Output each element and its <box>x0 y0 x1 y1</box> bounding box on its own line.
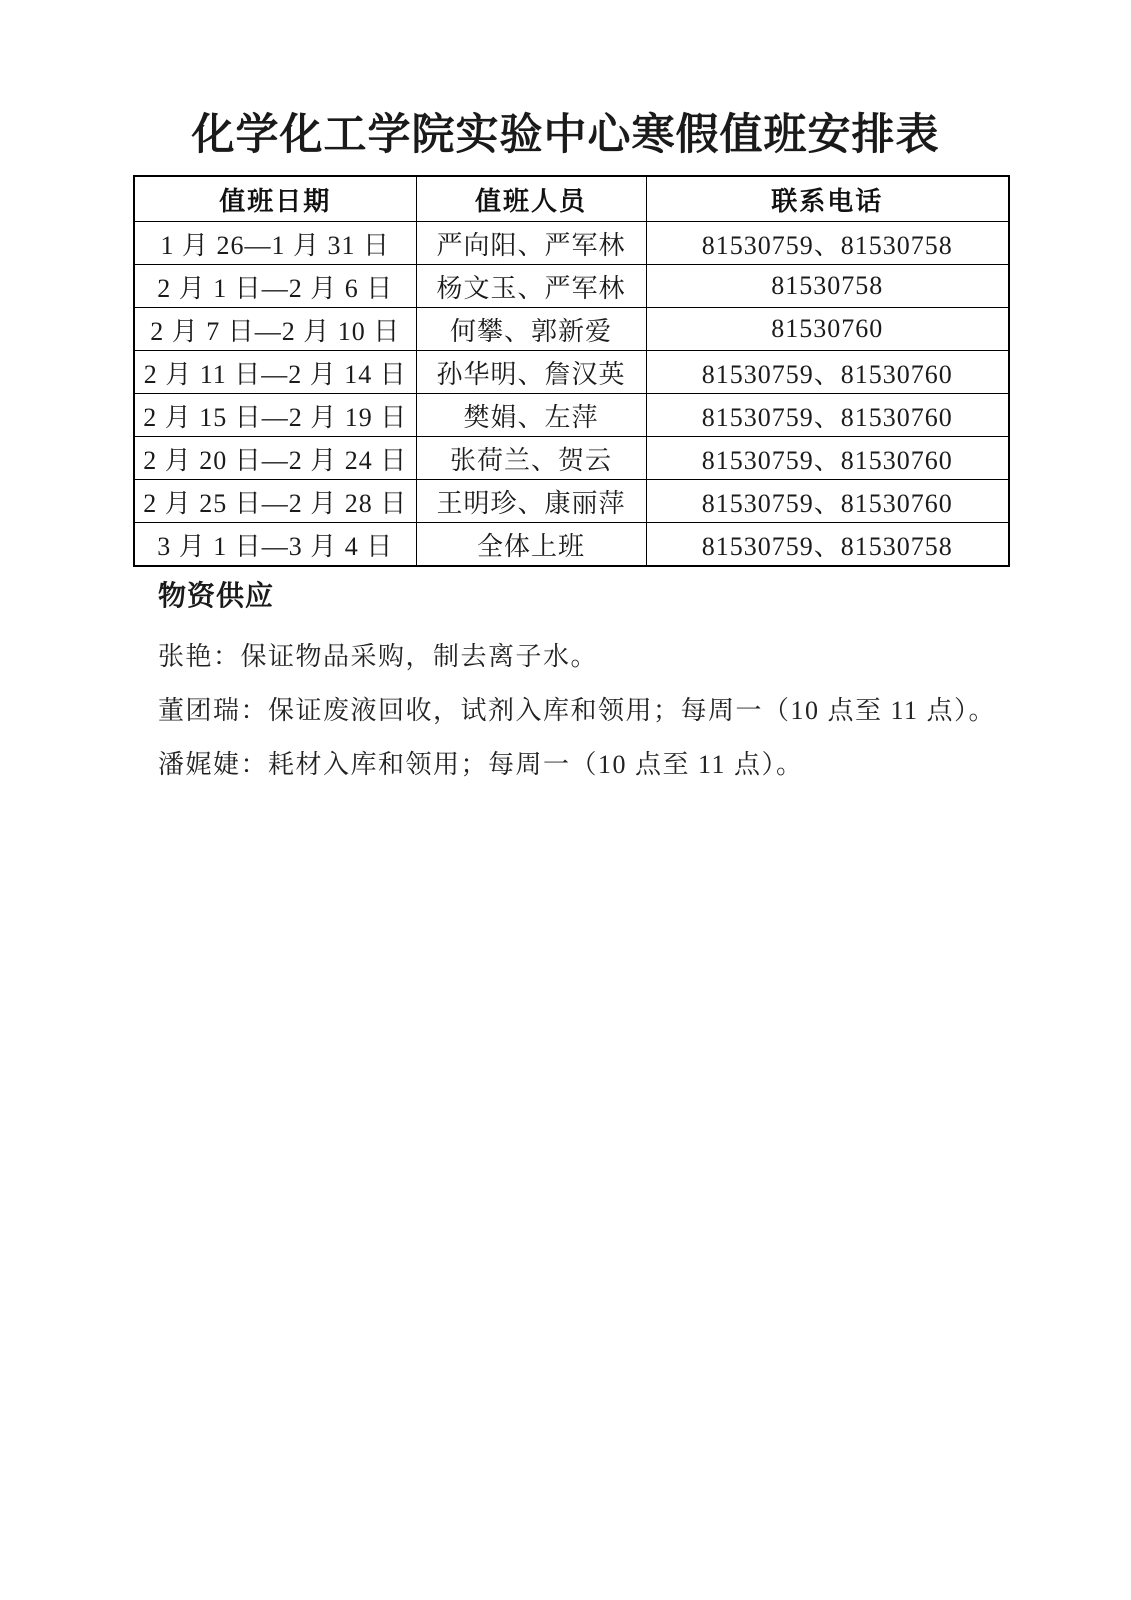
page-title: 化学化工学院实验中心寒假值班安排表 <box>191 112 940 159</box>
cell-date: 3 月 1 日—3 月 4 日 <box>134 523 416 567</box>
cell-phone: 81530759、81530760 <box>646 351 1009 394</box>
cell-staff: 杨文玉、严军林 <box>416 265 646 308</box>
header-duty-date: 值班日期 <box>134 176 416 222</box>
cell-date: 2 月 1 日—2 月 6 日 <box>134 265 416 308</box>
header-contact-phone: 联系电话 <box>646 176 1009 222</box>
supply-heading: 物资供应 <box>158 581 275 612</box>
table-row <box>134 308 1009 351</box>
cell-staff: 樊娟、左萍 <box>416 394 646 437</box>
cell-staff: 孙华明、詹汉英 <box>416 351 646 394</box>
table-row <box>134 265 1009 308</box>
cell-phone: 81530759、81530758 <box>646 222 1009 265</box>
table-row <box>134 222 1009 265</box>
cell-phone: 81530759、81530760 <box>646 394 1009 437</box>
header-duty-staff: 值班人员 <box>416 176 646 222</box>
cell-date: 2 月 25 日—2 月 28 日 <box>134 480 416 523</box>
cell-date: 2 月 20 日—2 月 24 日 <box>134 437 416 480</box>
cell-phone: 81530759、81530760 <box>646 437 1009 480</box>
cell-staff: 王明珍、康丽萍 <box>416 480 646 523</box>
cell-phone: 81530759、81530758 <box>646 523 1009 567</box>
table-row <box>134 394 1009 437</box>
table-row <box>134 480 1009 523</box>
cell-staff: 张荷兰、贺云 <box>416 437 646 480</box>
supply-line-panweijie: 潘娓婕：耗材入库和领用；每周一（10 点至 11 点）。 <box>158 750 804 779</box>
cell-staff: 全体上班 <box>416 523 646 567</box>
cell-date: 1 月 26—1 月 31 日 <box>134 222 416 265</box>
supply-section <box>158 574 1058 778</box>
cell-staff: 严向阳、严军林 <box>416 222 646 265</box>
cell-phone: 81530760 <box>646 308 1009 351</box>
table-row <box>134 523 1009 567</box>
cell-staff: 何攀、郭新爱 <box>416 308 646 351</box>
duty-schedule-table <box>133 175 1010 567</box>
cell-date: 2 月 7 日—2 月 10 日 <box>134 308 416 351</box>
cell-phone: 81530759、81530760 <box>646 480 1009 523</box>
supply-line-zhangyan: 张艳：保证物品采购，制去离子水。 <box>158 642 599 671</box>
table-row <box>134 437 1009 480</box>
cell-date: 2 月 15 日—2 月 19 日 <box>134 394 416 437</box>
supply-line-dongtuanrui: 董团瑞：保证废液回收，试剂入库和领用；每周一（10 点至 11 点）。 <box>158 696 997 725</box>
cell-phone: 81530758 <box>646 265 1009 308</box>
table-header-row <box>134 176 1009 222</box>
cell-date: 2 月 11 日—2 月 14 日 <box>134 351 416 394</box>
table-row <box>134 351 1009 394</box>
